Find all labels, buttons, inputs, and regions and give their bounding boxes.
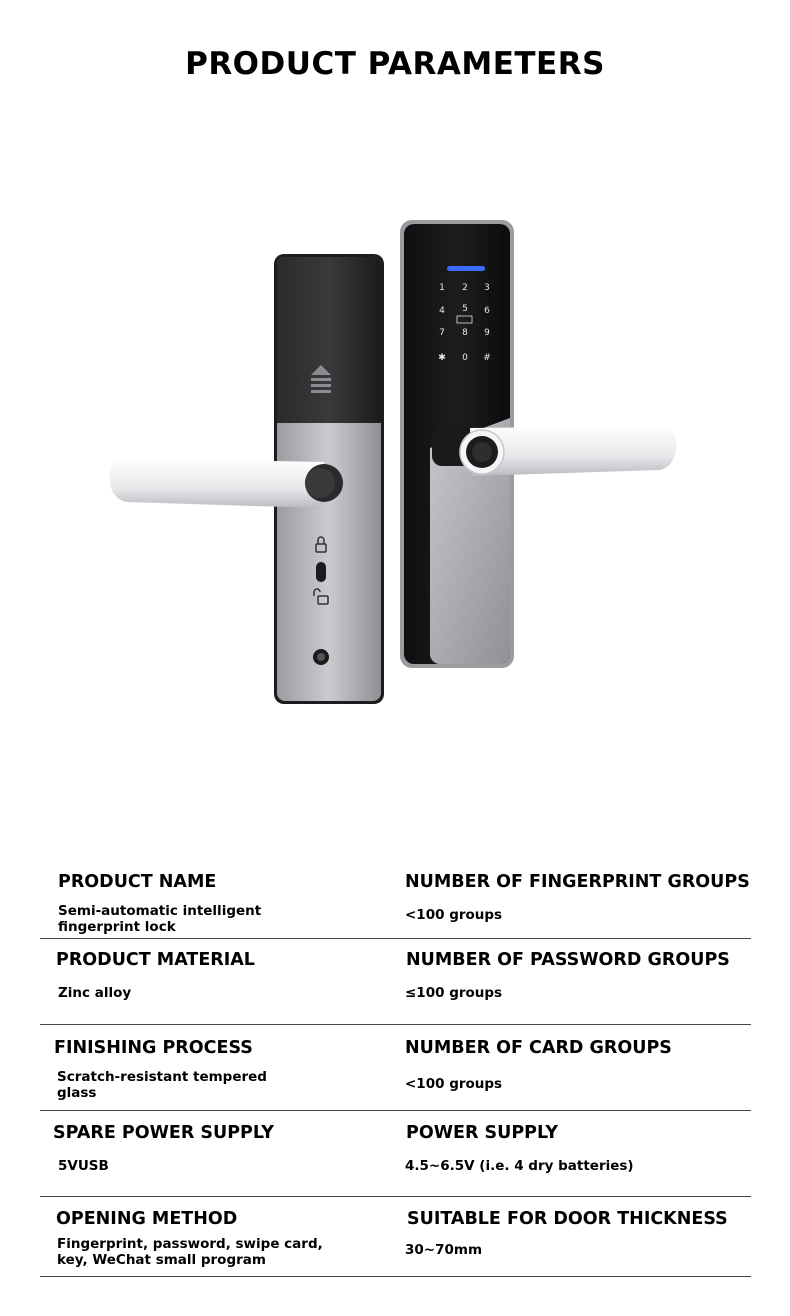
svg-text:7: 7 [439,328,445,338]
svg-text:5: 5 [462,304,468,314]
svg-text:6: 6 [484,306,490,316]
row-divider [40,1110,751,1111]
spec-label: POWER SUPPLY [406,1123,559,1143]
svg-text:9: 9 [484,328,490,338]
row-divider [40,938,751,939]
spec-label: PRODUCT MATERIAL [56,950,255,970]
spec-value: Zinc alloy [58,985,132,1001]
svg-text:2: 2 [462,283,468,293]
svg-text:8: 8 [462,328,468,338]
spec-label: NUMBER OF CARD GROUPS [405,1038,672,1058]
smart-lock-product-image [0,200,790,720]
spec-value: Fingerprint, password, swipe card, key, WeChat small program [57,1236,323,1268]
spec-label: OPENING METHOD [56,1209,238,1229]
spec-value: 4.5~6.5V (i.e. 4 dry batteries) [405,1158,634,1174]
svg-text:1: 1 [439,283,445,293]
row-divider [40,1024,751,1025]
row-divider [40,1276,751,1277]
spec-value: Semi-automatic intelligent fingerprint lock [58,903,262,935]
row-divider [40,1196,751,1197]
svg-text:4: 4 [439,306,445,316]
spec-value: 30~70mm [405,1242,483,1258]
spec-label: SPARE POWER SUPPLY [53,1123,274,1143]
svg-text:✱: ✱ [438,353,446,363]
interior-handle [109,458,343,508]
page-title: PRODUCT PARAMETERS [185,46,605,82]
spec-label: NUMBER OF FINGERPRINT GROUPS [405,872,750,892]
svg-text:#: # [483,353,491,363]
svg-text:3: 3 [484,283,490,293]
spec-label: FINISHING PROCESS [54,1038,253,1058]
spec-value: <100 groups [405,907,503,923]
spec-label: NUMBER OF PASSWORD GROUPS [406,950,730,970]
spec-value: ≤100 groups [405,985,503,1001]
spec-value: 5VUSB [58,1158,109,1174]
spec-value: Scratch-resistant tempered glass [57,1069,267,1101]
spec-value: <100 groups [405,1076,503,1092]
svg-text:0: 0 [462,353,468,363]
spec-label: SUITABLE FOR DOOR THICKNESS [407,1209,728,1229]
spec-label: PRODUCT NAME [58,872,217,892]
exterior-handle [432,426,677,476]
